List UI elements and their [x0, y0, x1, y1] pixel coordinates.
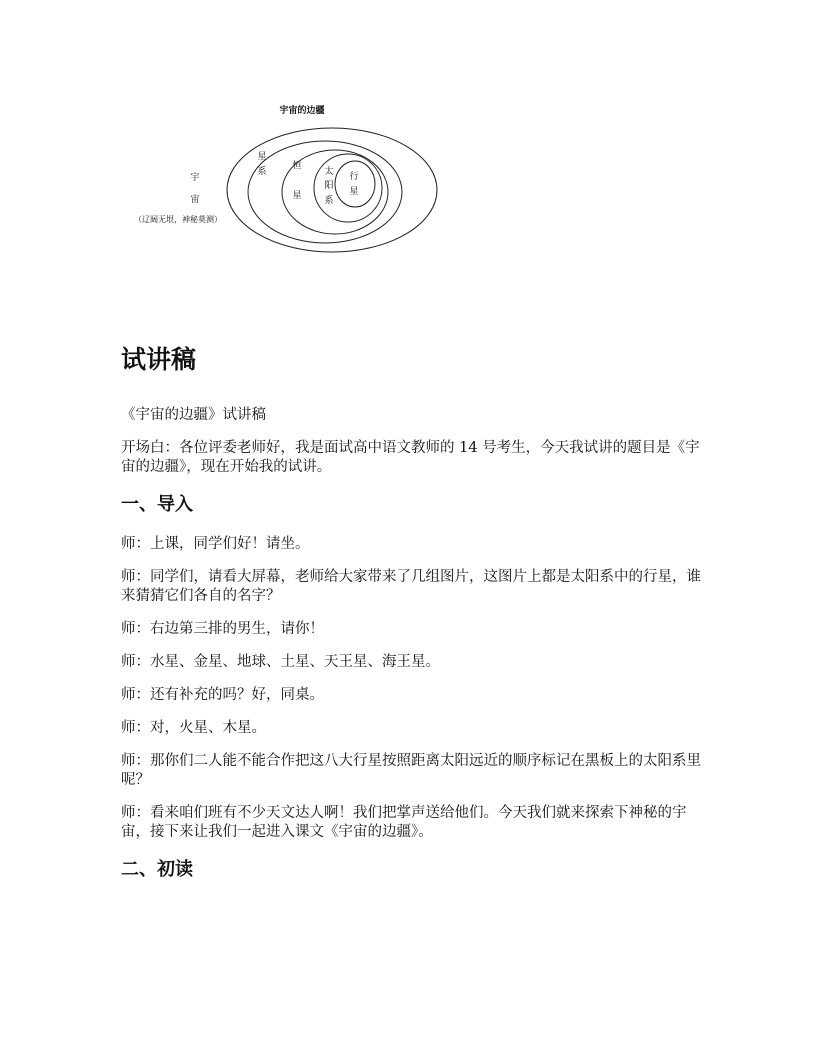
dialogue-paragraph: 师：那你们二人能不能合作把这八大行星按照距离太阳远近的顺序标记在黑板上的太阳系里呢？	[121, 753, 701, 788]
universe-label-2: 宙	[190, 195, 200, 205]
dialogue-paragraph: 师：水星、金星、地球、土星、天王星、海王星。	[121, 654, 440, 670]
nested-ellipses-figure	[120, 100, 450, 260]
section-heading-intro: 一、导入	[121, 494, 193, 515]
dialogue-paragraph: 师：上课，同学们好！请坐。	[121, 536, 310, 552]
dialogue-paragraph: 师：同学们，请看大屏幕，老师给大家带来了几组图片，这图片上都是太阳系中的行星，谁来猜猜它们各自的名字？	[121, 569, 701, 604]
galaxy-ellipse	[248, 141, 402, 243]
dialogue-paragraph: 师：看来咱们班有不少天文达人啊！我们把掌声送给他们。今天我们就来探索下神秘的宇宙，接下来让我们一起进入课文《宇宙的边疆》。	[121, 805, 687, 840]
universe-diagram	[120, 100, 450, 260]
solar-label-1: 太	[324, 167, 334, 177]
solar-label-2: 阳	[324, 181, 334, 191]
opening-paragraph: 开场白：各位评委老师好，我是面试高中语文教师的 14 号考生，今天我试讲的题目是《宇宙的边疆》，现在开始我的试讲。	[121, 440, 700, 475]
document-title: 试讲稿	[121, 345, 197, 374]
section-heading-first-reading: 二、初读	[121, 859, 193, 880]
universe-label-1: 宇	[190, 173, 200, 183]
dialogue-paragraph: 师：右边第三排的男生，请你！	[121, 621, 324, 637]
star-label-1: 恒	[292, 161, 302, 171]
dialogue-paragraph: 师：还有补充的吗？好，同桌。	[121, 687, 324, 703]
planet-label-2: 星	[349, 187, 359, 197]
galaxy-label-1: 星	[257, 152, 267, 162]
dialogue-paragraph: 师：对，火星、木星。	[121, 720, 266, 736]
star-label-2: 星	[292, 191, 302, 201]
document-subtitle: 《宇宙的边疆》试讲稿	[121, 407, 266, 423]
planet-label-1: 行	[349, 172, 359, 182]
diagram-title: 宇宙的边疆	[279, 106, 325, 116]
planet-ellipse	[335, 161, 375, 207]
universe-note: （辽阔无垠，神秘莫测）	[134, 215, 222, 224]
galaxy-label-2: 系	[257, 167, 267, 177]
solar-label-3: 系	[324, 196, 334, 206]
document-body	[121, 340, 701, 900]
